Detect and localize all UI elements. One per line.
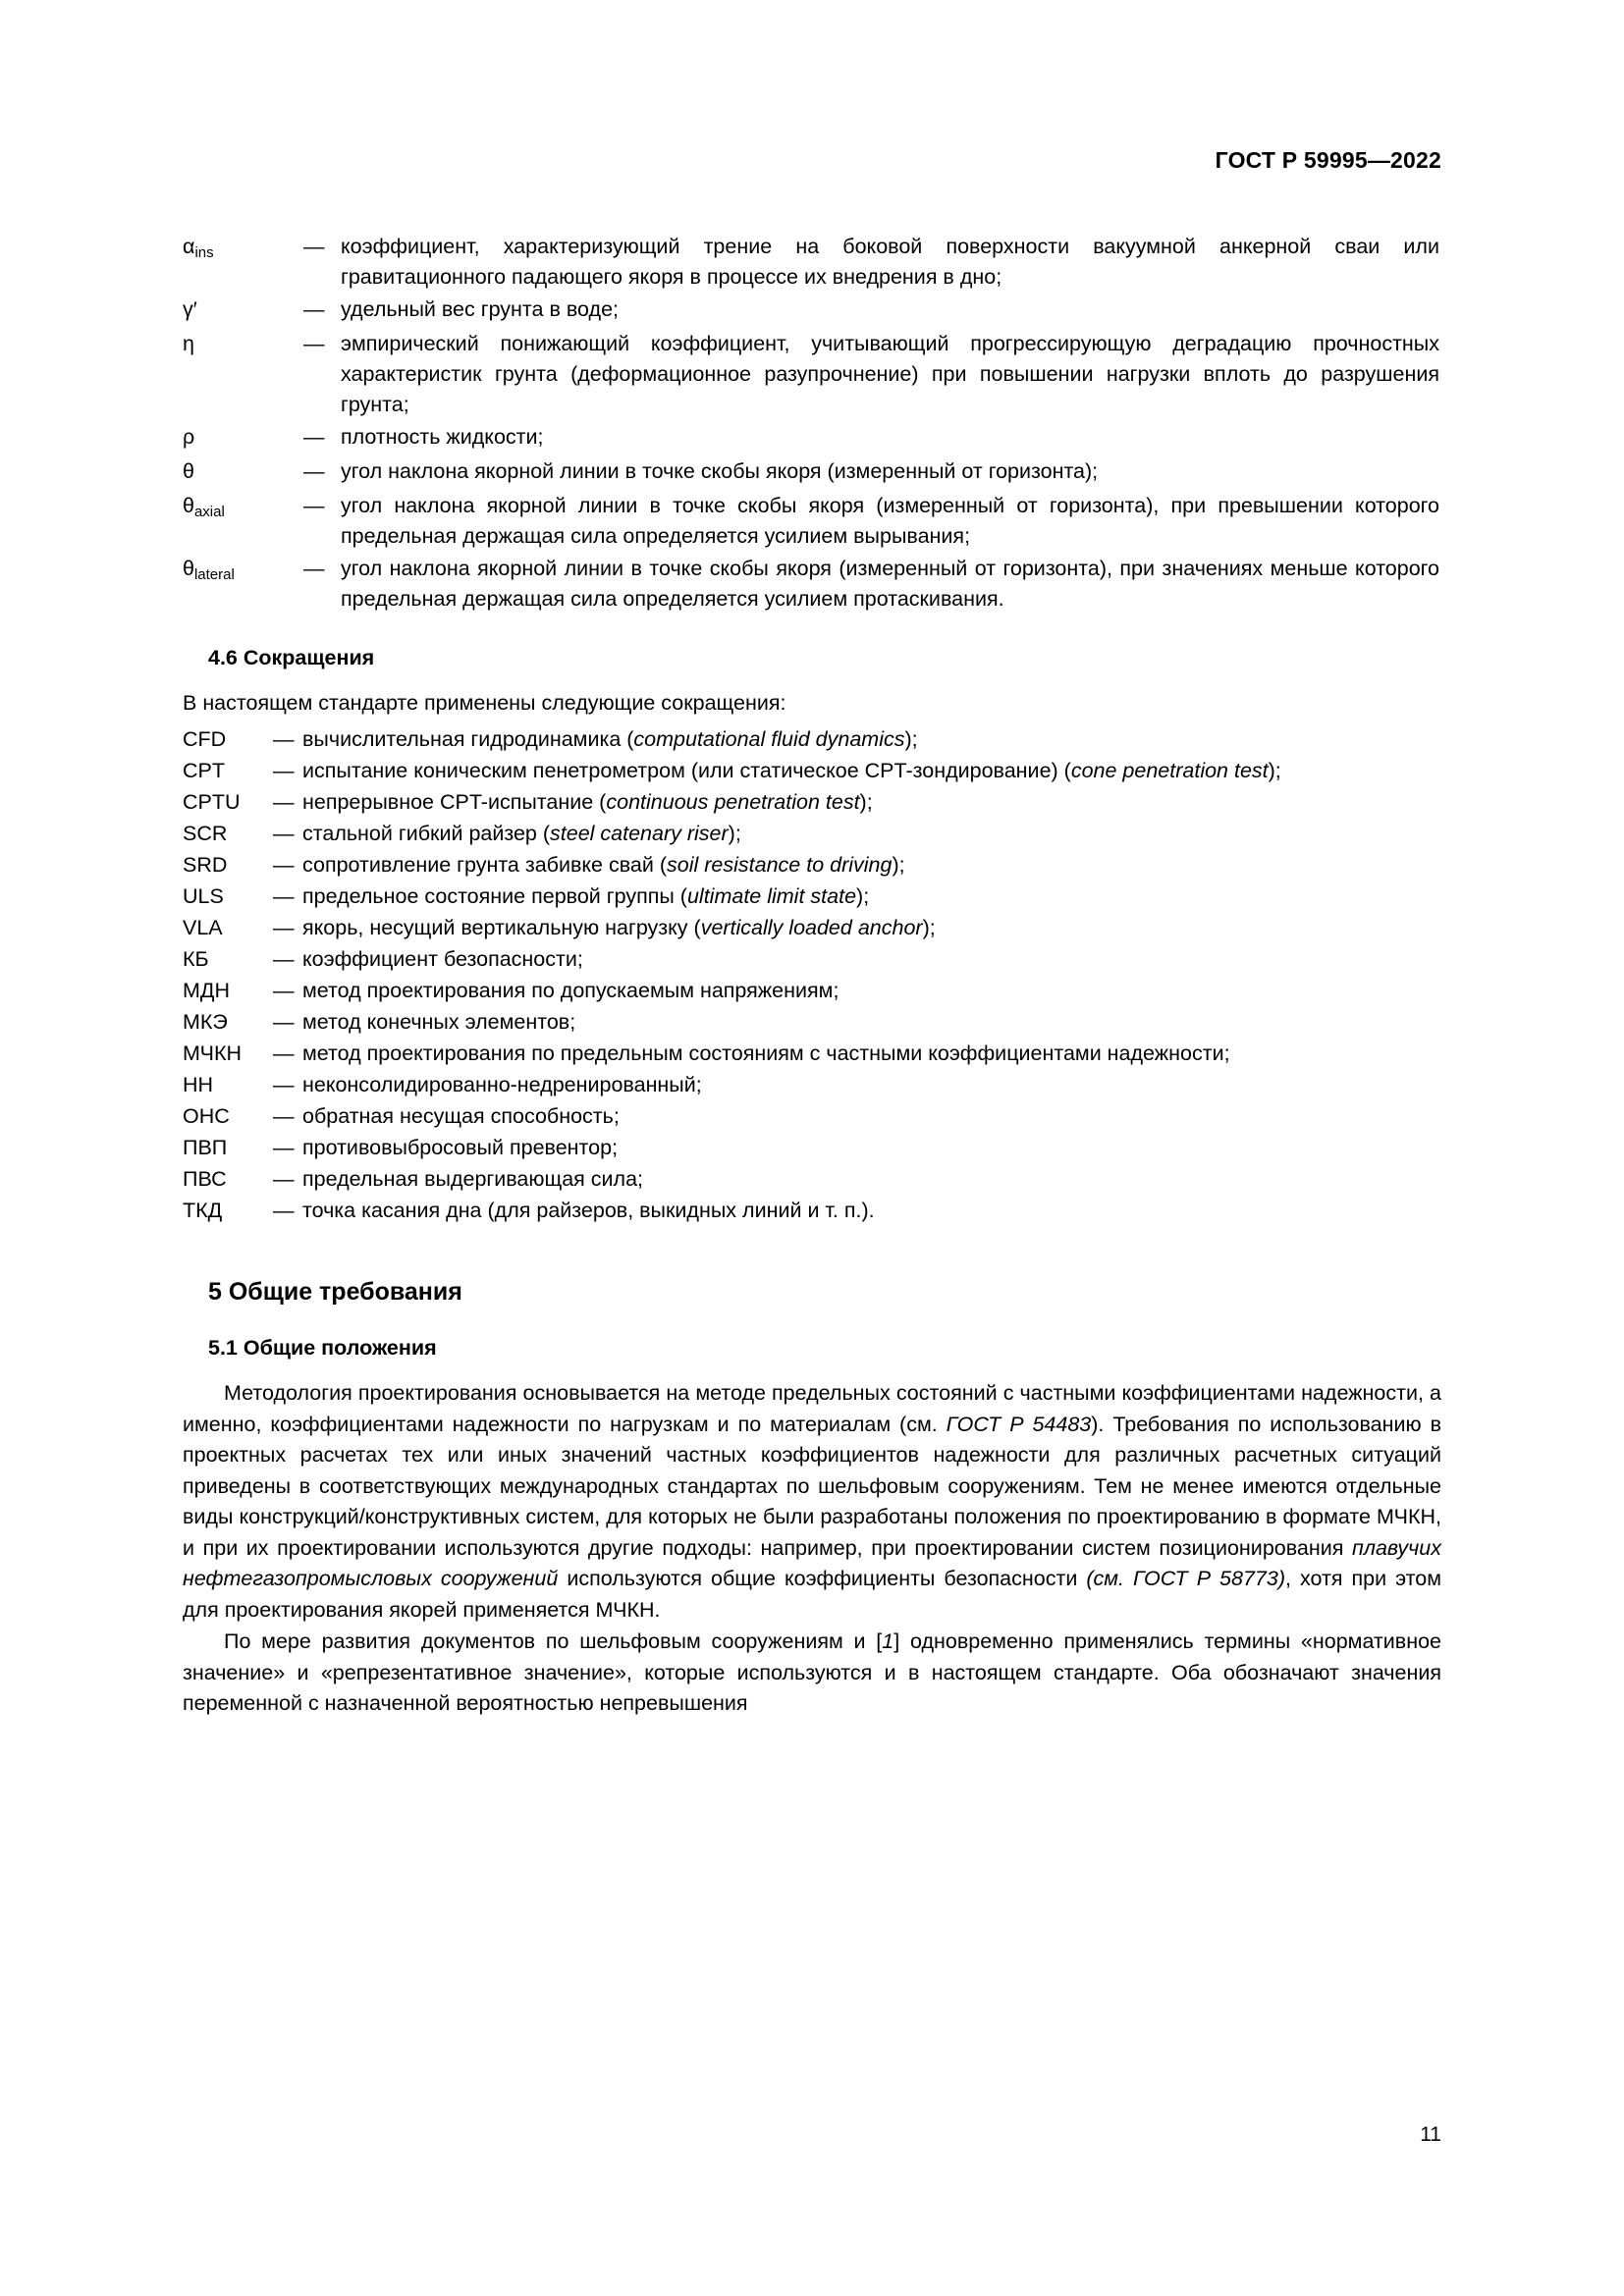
definition-row	[183, 294, 1441, 329]
definition-post: );	[859, 790, 873, 814]
definition-italic: vertically loaded anchor	[700, 916, 923, 939]
definition-text: удельный вес грунта в воде;	[341, 297, 619, 321]
abbreviation-row	[183, 881, 1441, 913]
abbreviation-definition	[302, 881, 1441, 913]
paragraph-5-1-2	[183, 1627, 1441, 1720]
definition-text: угол наклона якорной линии в точке скобы якоря (измеренный от горизонта);	[341, 459, 1099, 483]
definition-text: угол наклона якорной линии в точке скобы якоря (измеренный от горизонта), при превышении которого предельная держащая сила определяется усилием вырывания;	[341, 494, 1439, 548]
abbreviations-list	[183, 724, 1441, 1227]
abbreviation-key: CPTU	[183, 790, 241, 814]
abbreviation-definition	[302, 819, 1441, 850]
abbreviation-definition	[302, 944, 1441, 976]
abbreviation-row	[183, 724, 1441, 756]
page-content	[183, 232, 1441, 1720]
abbreviation-row	[183, 976, 1441, 1007]
paragraph-text-part: Методология проектирования основывается на методе предельных состояний с частными коэффициентами надежности, а именно, коэффициентами надежности по нагрузкам и по материалам (см.	[183, 1381, 1441, 1436]
abbreviation-definition	[302, 1039, 1441, 1070]
definition-row	[183, 554, 1441, 616]
definition-text: эмпирический понижающий коэффициент, учитывающий прогрессирующую деградацию прочностных характеристик грунта (деформационное разупрочнение) при повышении нагрузки вплоть до разрушения грунта;	[341, 332, 1439, 416]
definition-pre: метод проектирования по допускаемым напряжениям;	[302, 979, 839, 1002]
definition-pre: испытание коническим пенетрометром (или статическое CPT-зондирование) (	[302, 759, 1071, 782]
symbol-cell	[183, 232, 303, 294]
definition-pre: метод конечных элементов;	[302, 1010, 576, 1034]
heading-section-5: 5 Общие требования	[208, 1278, 462, 1306]
abbreviation-definition	[302, 1101, 1441, 1133]
symbol-cell	[183, 491, 303, 554]
symbol-subscript: axial	[193, 504, 225, 520]
abbreviation-row	[183, 1133, 1441, 1164]
abbreviation-key: ТКД	[183, 1199, 223, 1222]
dash-cell: —	[303, 332, 325, 355]
definition-italic: soil resistance to driving	[667, 853, 893, 877]
dash-cell: —	[273, 1104, 295, 1128]
dash-cell: —	[273, 790, 295, 814]
abbreviation-definition	[302, 724, 1441, 756]
paragraph-text-part: ] одновременно применялись термины «нормативное значение» и «репрезентативное значение», которые используются и в настоящем стандарте. Оба обозначают значения переменной с назначенной вероятностью непревышения	[183, 1629, 1442, 1715]
dash-cell: —	[273, 1199, 295, 1222]
dash-cell: —	[273, 1010, 295, 1034]
symbol-text: η	[183, 332, 194, 355]
abbreviation-definition	[302, 1007, 1441, 1039]
dash-cell: —	[273, 1167, 295, 1191]
heading-4-6-abbreviations: 4.6 Сокращения	[208, 646, 375, 669]
abbreviation-definition	[302, 756, 1441, 787]
abbreviation-row	[183, 1039, 1441, 1070]
symbol-text: θ	[183, 557, 194, 580]
abbreviation-key: МКЭ	[183, 1010, 228, 1034]
definition-pre: неконсолидированно-недренированный;	[302, 1073, 702, 1096]
abbreviation-row	[183, 1007, 1441, 1039]
paragraph-text-part: , хотя при этом для проектирования якорей применяется МЧКН.	[183, 1567, 1442, 1622]
definition-row	[183, 232, 1441, 294]
definition-pre: стальной гибкий райзер (	[302, 822, 551, 845]
abbreviation-key: МДН	[183, 979, 230, 1002]
abbreviation-key: МЧКН	[183, 1041, 243, 1065]
definition-pre: предельная выдергивающая сила;	[302, 1167, 644, 1191]
abbreviation-row	[183, 1164, 1441, 1196]
definition-pre: якорь, несущий вертикальную нагрузку (	[302, 916, 701, 939]
dash-cell: —	[303, 235, 325, 258]
abbreviation-key: ОНС	[183, 1104, 230, 1128]
abbreviation-row	[183, 787, 1441, 819]
abbreviation-key: CFD	[183, 727, 227, 751]
symbol-cell	[183, 422, 303, 456]
definition-post: );	[856, 884, 870, 908]
definition-row	[183, 422, 1441, 456]
dash-cell: —	[273, 884, 295, 908]
abbreviation-key: SRD	[183, 853, 228, 877]
dash-cell: —	[273, 1041, 295, 1065]
abbreviation-key: ПВП	[183, 1136, 228, 1159]
dash-cell: —	[303, 425, 325, 449]
paragraph-reference: ГОСТ Р 54483	[946, 1412, 1092, 1436]
heading-5-1: 5.1 Общие положения	[208, 1336, 437, 1360]
definition-italic: continuous penetration test	[606, 790, 860, 814]
paragraph-text-part: По мере развития документов по шельфовым сооружениям и [	[224, 1629, 883, 1653]
abbreviation-key: ULS	[183, 884, 224, 908]
symbol-text: θ	[183, 494, 194, 517]
abbreviation-row	[183, 1196, 1441, 1227]
abbreviation-definition	[302, 1133, 1441, 1164]
abbreviation-row	[183, 1070, 1441, 1101]
definition-post: );	[904, 727, 918, 751]
dash-cell: —	[273, 916, 295, 939]
dash-cell: —	[273, 853, 295, 877]
definition-pre: предельное состояние первой группы (	[302, 884, 687, 908]
abbreviation-key: КБ	[183, 947, 209, 971]
definition-pre: метод проектирования по предельным состояниям с частными коэффициентами надежности;	[302, 1041, 1230, 1065]
definition-pre: точка касания дна (для райзеров, выкидных линий и т. п.).	[302, 1199, 875, 1222]
abbreviation-row	[183, 944, 1441, 976]
abbreviation-definition	[302, 1164, 1441, 1196]
dash-cell: —	[273, 822, 295, 845]
definition-pre: сопротивление грунта забивке свай (	[302, 853, 668, 877]
abbreviation-key: CPT	[183, 759, 225, 782]
dash-cell: —	[273, 759, 295, 782]
symbol-text: ρ	[183, 425, 195, 449]
dash-cell: —	[303, 459, 325, 483]
symbol-cell	[183, 554, 303, 616]
definition-post: );	[892, 853, 905, 877]
definition-italic: steel catenary riser	[550, 822, 729, 845]
paragraph-reference: (см. ГОСТ Р 58773)	[1086, 1567, 1286, 1590]
dash-cell: —	[273, 1136, 295, 1159]
abbreviation-row	[183, 913, 1441, 944]
abbreviation-row	[183, 819, 1441, 850]
abbreviation-key: ПВС	[183, 1167, 227, 1191]
definition-pre: противовыбросовый превентор;	[302, 1136, 619, 1159]
dash-cell: —	[273, 947, 295, 971]
symbol-subscript: lateral	[193, 566, 235, 583]
abbreviations-lead-text: В настоящем стандарте применены следующие сокращения:	[183, 691, 786, 715]
symbol-cell	[183, 329, 303, 422]
symbol-cell	[183, 294, 303, 329]
abbreviation-key: VLA	[183, 916, 223, 939]
definition-row	[183, 491, 1441, 554]
paragraph-text-part: ). Требования по использованию в проектных расчетах тех или иных значений частных коэффициентов надежности для различных расчетных ситуаций приведены в соответствующих международных стандартах по шельфовым сооружениям. Тем не менее имеются отдельные виды конструкций/конструктивных систем, для которых не были разработаны положения по проектированию в формате МЧКН, и при их проектировании используются другие подходы: например, при проектировании систем позиционирования	[183, 1412, 1441, 1560]
dash-cell: —	[303, 494, 325, 517]
definition-text: угол наклона якорной линии в точке скобы якоря (измеренный от горизонта), при значениях меньше которого предельная держащая сила определяется усилием протаскивания.	[341, 557, 1439, 611]
abbreviation-definition	[302, 1070, 1441, 1101]
definition-italic: computational fluid dynamics	[633, 727, 905, 751]
dash-cell: —	[273, 979, 295, 1002]
abbreviation-key: НН	[183, 1073, 214, 1096]
abbreviation-definition	[302, 787, 1441, 819]
symbols-definition-list	[183, 232, 1441, 616]
abbreviation-row	[183, 756, 1441, 787]
abbreviation-key: SCR	[183, 822, 228, 845]
definition-text: плотность жидкости;	[341, 425, 544, 449]
symbol-text: α	[183, 235, 195, 258]
symbol-text: θ	[183, 459, 194, 483]
definition-italic: cone penetration test	[1070, 759, 1269, 782]
abbreviation-row	[183, 1101, 1441, 1133]
definition-text: коэффициент, характеризующий трение на боковой поверхности вакуумной анкерной сваи или гравитационного падающего якоря в процессе их внедрения в дно;	[341, 235, 1439, 289]
definition-row	[183, 329, 1441, 422]
definition-pre: вычислительная гидродинамика (	[302, 727, 634, 751]
dash-cell: —	[303, 557, 325, 580]
dash-cell: —	[303, 297, 325, 321]
definition-pre: непрерывное CPT-испытание (	[302, 790, 607, 814]
symbol-text: γ′	[183, 297, 197, 321]
abbreviation-definition	[302, 850, 1441, 881]
abbreviation-row	[183, 850, 1441, 881]
page-number: 11	[1420, 2123, 1441, 2146]
abbreviation-definition	[302, 913, 1441, 944]
abbreviation-definition	[302, 1196, 1441, 1227]
symbol-cell	[183, 456, 303, 491]
definition-pre: обратная несущая способность;	[302, 1104, 620, 1128]
abbreviation-definition	[302, 976, 1441, 1007]
dash-cell: —	[273, 727, 295, 751]
paragraph-emphasis: плавучих нефтегазопромысловых сооружений	[183, 1535, 1441, 1590]
definition-italic: ultimate limit state	[686, 884, 857, 908]
definition-post: );	[728, 822, 741, 845]
symbol-subscript: ins	[194, 244, 214, 261]
dash-cell: —	[273, 1073, 295, 1096]
definition-row	[183, 456, 1441, 491]
bibliography-reference: 1	[882, 1629, 894, 1653]
paragraph-text-part: используются общие коэффициенты безопасности	[558, 1567, 1087, 1590]
paragraph-5-1-1	[183, 1378, 1441, 1626]
page-header-standard-number: ГОСТ Р 59995—2022	[1215, 147, 1441, 173]
definition-post: );	[1268, 759, 1281, 782]
definition-post: );	[922, 916, 936, 939]
definition-pre: коэффициент безопасности;	[302, 947, 583, 971]
